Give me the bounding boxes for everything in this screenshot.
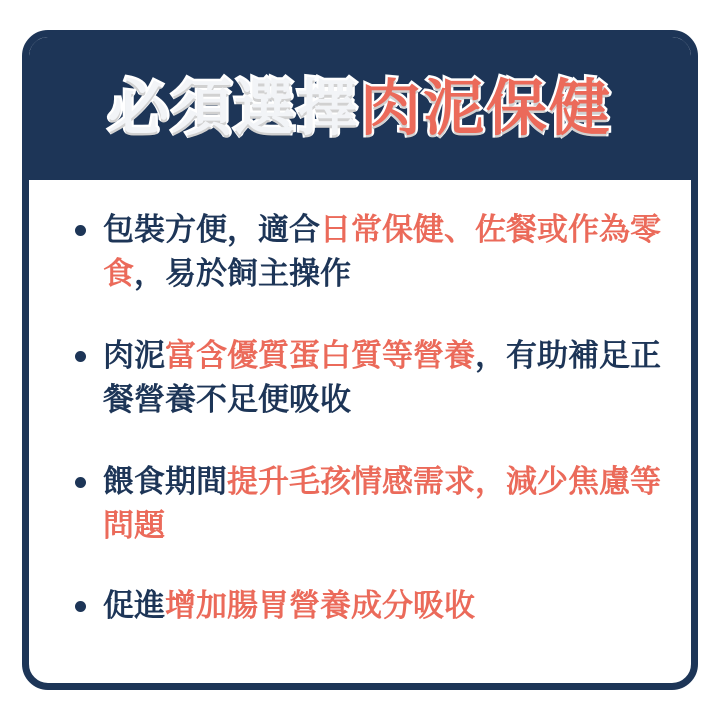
list-item-segment: ，易於飼主操作: [134, 256, 351, 293]
list-item-segment: 包裝方便，適合: [103, 212, 320, 248]
list-item-segment-highlight: 日常保健、佐餐或作為零食: [103, 212, 661, 293]
list-item-segment-highlight: 富含優質蛋白質等營養: [165, 338, 475, 375]
list-item: [53, 584, 667, 628]
list-item-segment: 促進: [103, 588, 165, 625]
list-item: [53, 208, 667, 296]
list-item-segment-highlight: 提升毛孩情感需求，減少焦慮等問題: [103, 464, 661, 545]
page-title: [107, 73, 613, 144]
benefit-list: [53, 208, 667, 628]
card-header: [29, 37, 691, 180]
list-item: [53, 334, 667, 422]
page-title-part-2: 肉泥保健: [360, 73, 613, 144]
list-item-segment: 餵食期間: [103, 464, 227, 501]
info-card: [22, 30, 698, 690]
page-title-part-1: 必須選擇: [107, 73, 360, 144]
list-item-segment: 肉泥: [103, 338, 165, 375]
card-body: [29, 180, 691, 638]
list-item-segment: ，有助補足正餐營養不足便吸收: [103, 338, 661, 419]
list-item-segment-highlight: 增加腸胃營養成分吸收: [165, 588, 475, 625]
list-item: [53, 460, 667, 548]
